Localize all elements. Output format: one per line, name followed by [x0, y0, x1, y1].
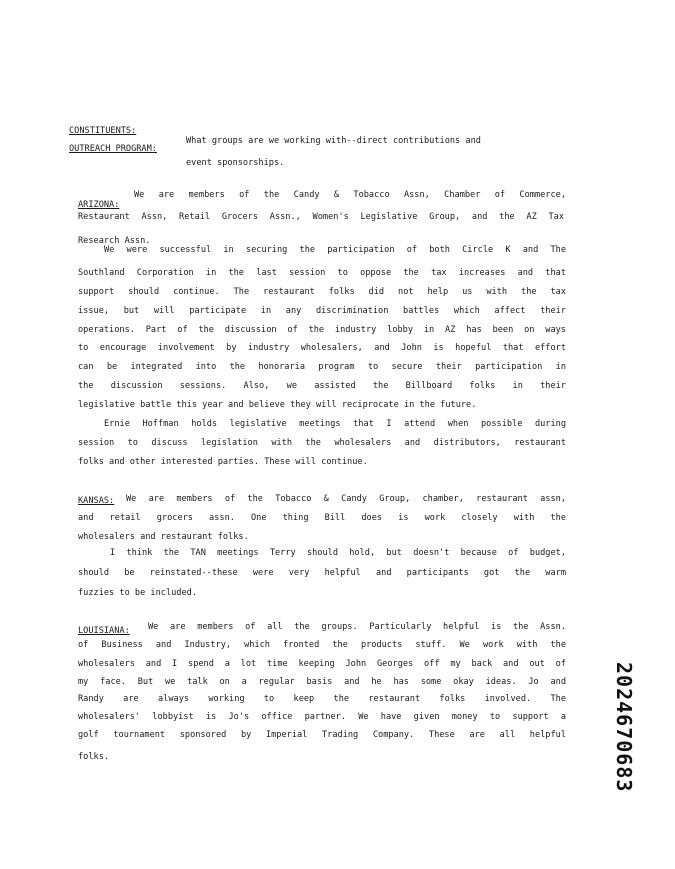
- louisiana-heading: LOUISIANA:: [78, 626, 130, 636]
- arizona-line-3: Research Assn.: [78, 236, 151, 246]
- arizona-line-10: can be integrated into the honoraria program to secure their participation in: [78, 362, 566, 372]
- louisiana-line-3: wholesalers and I spend a lot time keeping John Georges off my back and out of: [78, 659, 566, 669]
- arizona-line-15: folks and other interested parties. These will continue.: [78, 457, 368, 467]
- arizona-line-2: Restaurant Assn, Retail Grocers Assn., Women's Legislative Group, and the AZ Tax: [78, 212, 564, 222]
- kansas-line-3: wholesalers and restaurant folks.: [78, 532, 249, 542]
- kansas-line-6: fuzzies to be included.: [78, 588, 197, 598]
- arizona-line-7: issue, but will participate in any discrimination battles which affect their: [78, 306, 566, 316]
- outreach-text-line-1: What groups are we working with--direct contributions and: [186, 136, 481, 146]
- arizona-line-11: the discussion sessions. Also, we assisted the Billboard folks in their: [78, 381, 566, 391]
- arizona-line-5: Southland Corporation in the last session to oppose the tax increases and that: [78, 268, 566, 278]
- arizona-line-4: We were successful in securing the participation of both Circle K and The: [104, 245, 566, 255]
- arizona-line-9: to encourage involvement by industry wholesalers, and John is hopeful that effort: [78, 343, 566, 353]
- outreach-label: OUTREACH PROGRAM:: [69, 144, 157, 154]
- louisiana-line-5: Randy are always working to keep the restaurant folks involved. The: [78, 694, 566, 704]
- kansas-heading: KANSAS:: [78, 496, 115, 506]
- louisiana-line-8: folks.: [78, 752, 110, 762]
- arizona-line-13: Ernie Hoffman holds legislative meetings that I attend when possible during: [104, 419, 566, 429]
- arizona-line-1: We are members of the Candy & Tobacco Assn, Chamber of Commerce,: [134, 190, 566, 200]
- arizona-line-8: operations. Part of the discussion of the industry lobby in AZ has been on ways: [78, 325, 566, 335]
- kansas-line-1: We are members of the Tobacco & Candy Group, chamber, restaurant assn,: [126, 494, 566, 504]
- kansas-line-5: should be reinstated--these were very helpful and participants got the warm: [78, 568, 566, 578]
- kansas-line-2: and retail grocers assn. One thing Bill does is work closely with the: [78, 513, 566, 523]
- louisiana-line-1: We are members of all the groups. Particularly helpful is the Assn.: [148, 622, 566, 632]
- arizona-line-12: legislative battle this year and believe they will reciprocate in the future.: [78, 400, 477, 410]
- document-number: 2024670683: [612, 662, 636, 793]
- constituents-heading: CONSTITUENTS:: [69, 126, 137, 136]
- arizona-line-6: support should continue. The restaurant folks did not help us with the tax: [78, 287, 566, 297]
- outreach-text-line-2: event sponsorships.: [186, 158, 285, 168]
- arizona-line-14: session to discuss legislation with the wholesalers and distributors, restaurant: [78, 438, 566, 448]
- arizona-heading: ARIZONA:: [78, 200, 120, 210]
- louisiana-line-6: wholesalers' lobbyist is Jo's office partner. We have given money to support a: [78, 712, 566, 722]
- louisiana-line-2: of Business and Industry, which fronted the products stuff. We work with the: [78, 640, 566, 650]
- louisiana-line-4: my face. But we talk on a regular basis and he has some okay ideas. Jo and: [78, 677, 566, 687]
- louisiana-line-7: golf tournament sponsored by Imperial Trading Company. These are all helpful: [78, 730, 566, 740]
- kansas-line-4: I think the TAN meetings Terry should hold, but doesn't because of budget,: [110, 548, 566, 558]
